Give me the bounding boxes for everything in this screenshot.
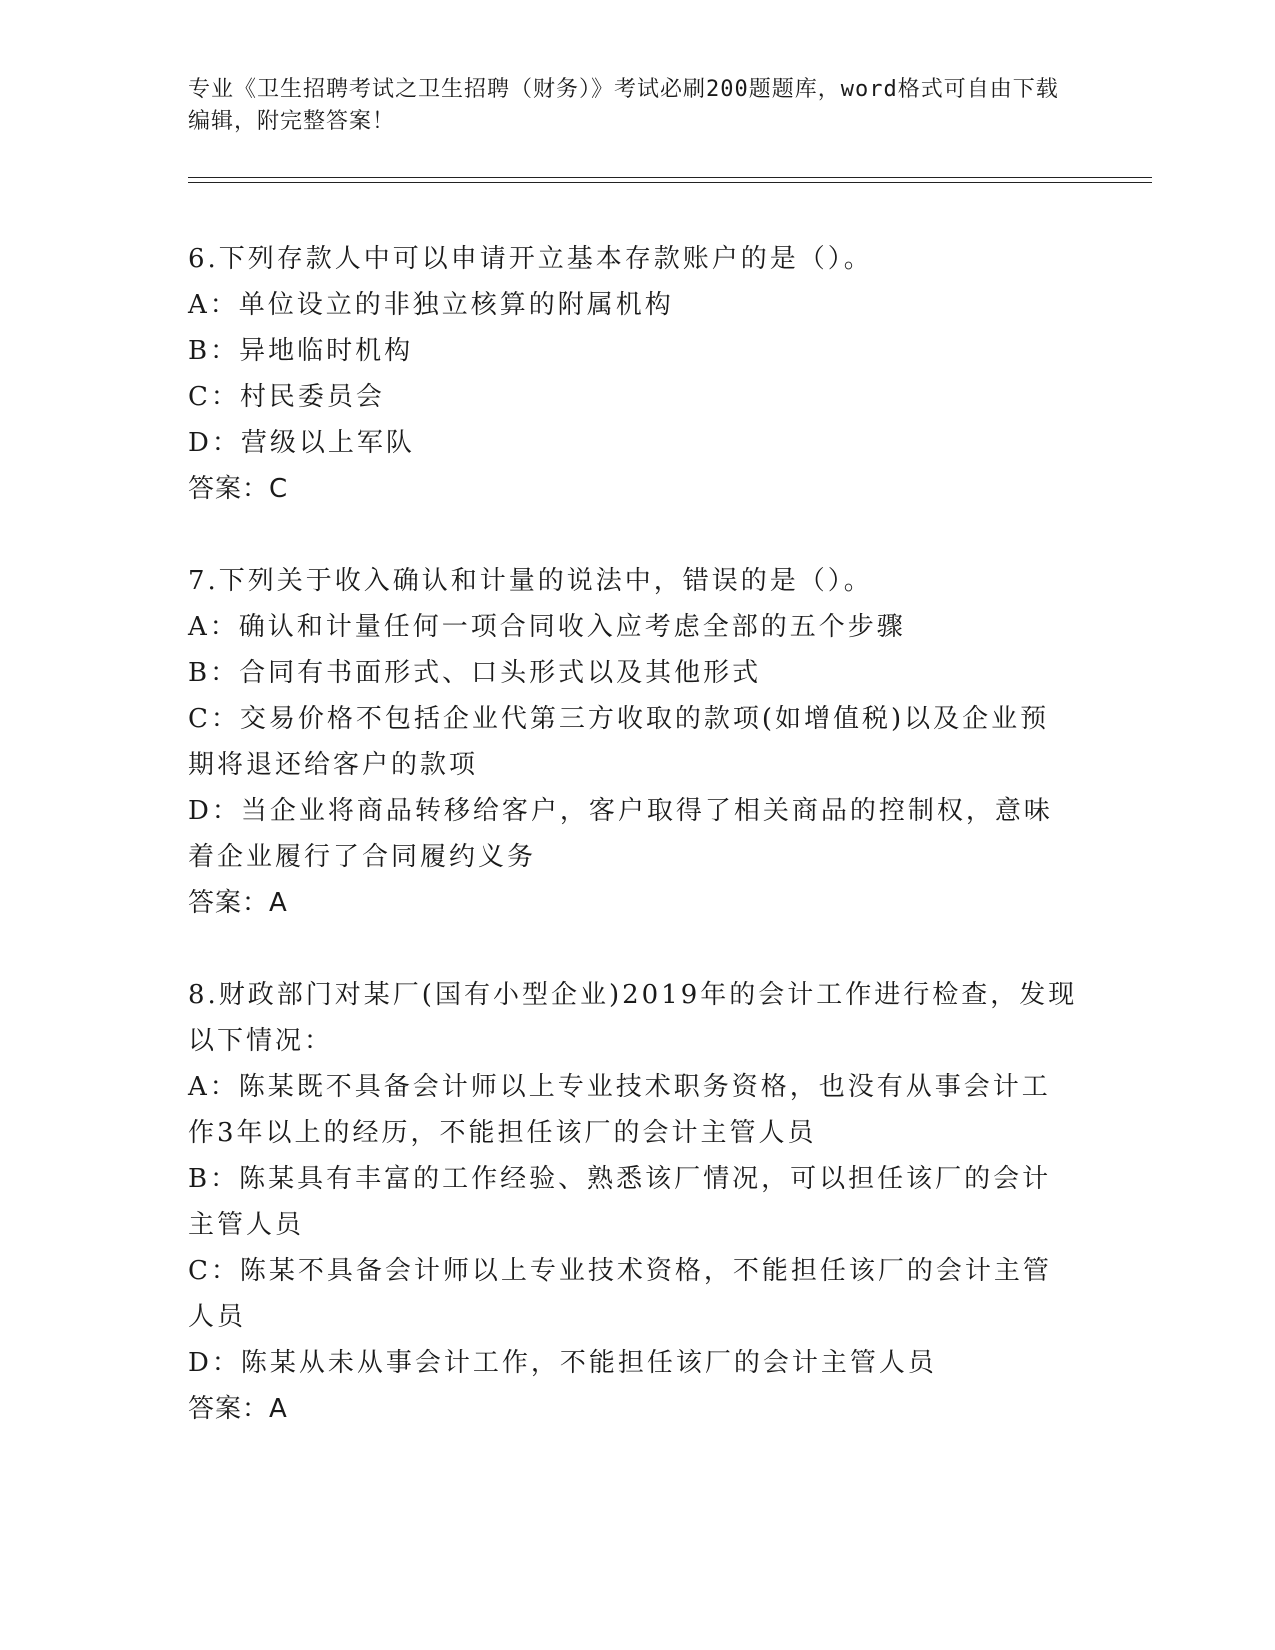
option-c: C：村民委员会 <box>188 382 385 412</box>
option-d: D：陈某从未从事会计工作，不能担任该厂的会计主管人员 <box>188 1348 937 1378</box>
option-b: B：合同有书面形式、口头形式以及其他形式 <box>188 658 762 688</box>
option-d: D：当企业将商品转移给客户，客户取得了相关商品的控制权，意味着企业履行了合同履约义务 <box>188 796 1053 872</box>
answer-line: 答案：A <box>188 888 288 918</box>
answer-line: 答案：A <box>188 1394 288 1424</box>
question-8 <box>188 972 1078 1432</box>
option-a: A：单位设立的非独立核算的附属机构 <box>188 290 674 320</box>
option-a: A：确认和计量任何一项合同收入应考虑全部的五个步骤 <box>188 612 906 642</box>
option-d: D：营级以上军队 <box>188 428 415 458</box>
question-stem: 7.下列关于收入确认和计量的说法中，错误的是（）。 <box>188 566 873 596</box>
option-b: B：异地临时机构 <box>188 336 414 366</box>
question-list <box>188 236 1078 1478</box>
question-7 <box>188 558 1078 926</box>
option-c: C：陈某不具备会计师以上专业技术资格，不能担任该厂的会计主管人员 <box>188 1256 1052 1332</box>
answer-line: 答案：C <box>188 474 289 504</box>
document-header: 专业《卫生招聘考试之卫生招聘（财务）》考试必刷200题题库，word格式可自由下载编辑，附完整答案！ <box>188 77 1059 134</box>
question-stem: 6.下列存款人中可以申请开立基本存款账户的是（）。 <box>188 244 873 274</box>
option-b: B：陈某具有丰富的工作经验、熟悉该厂情况，可以担任该厂的会计主管人员 <box>188 1164 1052 1240</box>
question-stem: 8.财政部门对某厂(国有小型企业)2019年的会计工作进行检查，发现以下情况： <box>188 980 1078 1056</box>
header-divider-bottom <box>188 182 1152 183</box>
option-a: A：陈某既不具备会计师以上专业技术职务资格，也没有从事会计工作3年以上的经历，不能担任该厂的会计主管人员 <box>188 1072 1051 1148</box>
header-divider-top <box>188 177 1152 178</box>
question-6 <box>188 236 1078 512</box>
option-c: C：交易价格不包括企业代第三方收取的款项(如增值税)以及企业预期将退还给客户的款项 <box>188 704 1050 780</box>
